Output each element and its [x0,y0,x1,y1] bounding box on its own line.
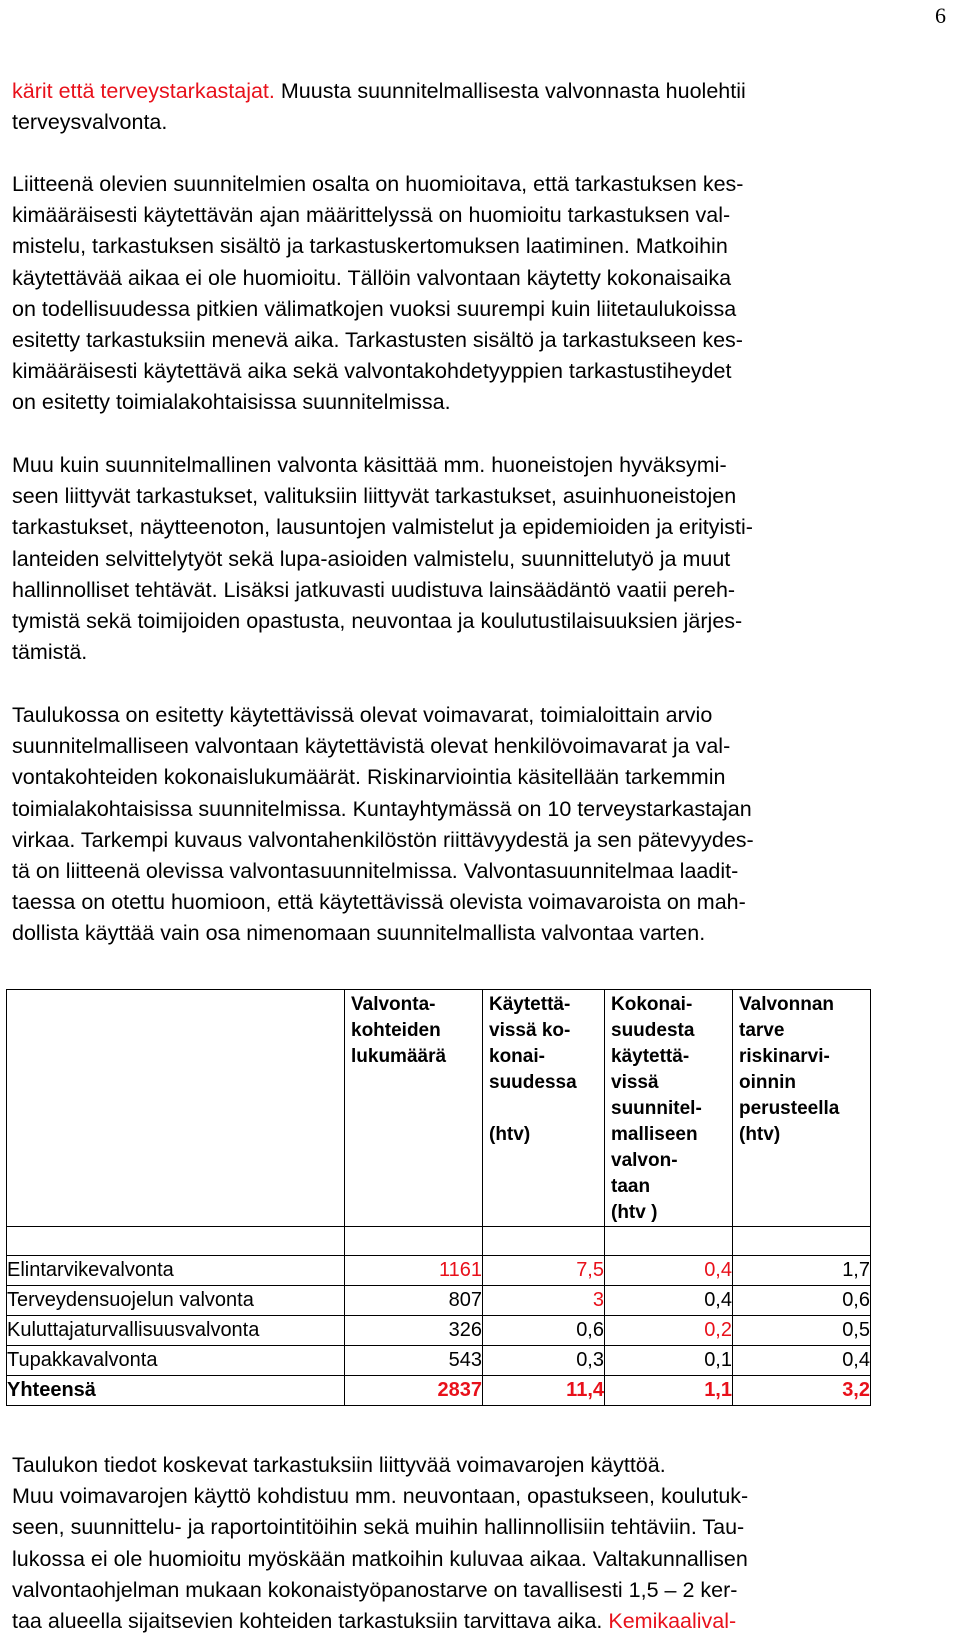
text-run: Taulukossa on esitetty käytettävissä olevat voimavarat, toimialoittain arvio [12,703,713,727]
cell-value: 3,2 [842,1379,870,1401]
text-run: Muusta suunnitelmallisesta valvonnasta huolehtii [274,79,746,103]
cell-value: 1,7 [842,1259,870,1281]
text-run: käytettävää aikaa ei ole huomioitu. Tällöin valvontaan käytetty kokonaisaika [12,265,732,290]
text-run: dollista käyttää vain osa nimenomaan suunnitelmallista valvontaa varten. [12,921,706,946]
cell-value: 11,4 [566,1379,604,1401]
text-run: Muu kuin suunnitelmallinen valvonta käsittää mm. huoneistojen hyväksymi- [12,453,727,477]
text-run: terveysvalvonta. [12,110,168,135]
table-cell [483,1316,605,1346]
text-line [12,169,952,200]
text-line [12,731,952,762]
cell-value: 0,5 [842,1319,870,1341]
cell-value: 0,3 [576,1349,604,1371]
paragraph-resources [12,700,952,950]
text-line [12,1481,952,1512]
text-line [12,481,952,512]
table-header-row [7,990,871,1227]
text-run: tymistä sekä toimijoiden opastusta, neuvontaa ja koulutustilaisuuksien järjes- [12,609,743,634]
text-line [12,637,952,668]
text-run: Muu voimavarojen käyttö kohdistuu mm. neuvontaan, opastukseen, koulutuk- [12,1484,749,1509]
text-line [12,76,952,107]
spacer-cell [733,1227,871,1256]
text-run: Liitteenä olevien suunnitelmien osalta on huomioitava, että tarkastuksen kes- [12,172,744,196]
text-line [12,700,952,731]
table-cell [483,1346,605,1376]
text-line [12,356,952,387]
text-line [12,1544,952,1575]
row-label: Elintarvikevalvonta [7,1256,345,1286]
spacer-cell [7,1227,345,1256]
table-spacer-row [7,1227,871,1256]
text-run: tarkastukset, näytteenoton, lausuntojen valmistelut ja epidemioiden ja erityisti- [12,515,753,540]
text-run: virkaa. Tarkempi kuvaus valvontahenkilöstön riittävyydestä ja sen pätevyydes- [12,827,754,852]
text-run: kimääräisesti käytettävä aika sekä valvontakohdetyyppien tarkastustiheydet [12,359,732,384]
text-line [12,450,952,481]
text-run: lukossa ei ole huomioitu myöskään matkoihin kuluvaa aikaa. Valtakunnallisen [12,1546,748,1571]
text-run: on esitetty toimialakohtaisissa suunnitelmissa. [12,390,451,415]
cell-value: 0,4 [704,1289,732,1311]
table-cell [345,1346,483,1376]
cell-value: 543 [448,1349,482,1371]
text-line [12,512,952,543]
cell-value: 326 [448,1319,482,1341]
text-run: taa alueella sijaitsevien kohteiden tarkastuksiin tarvittava aika. [12,1609,609,1634]
text-line [12,762,952,793]
cell-value: 0,1 [704,1349,732,1371]
cell-value: 0,4 [704,1259,732,1281]
text-run: seen liittyvät tarkastukset, valituksiin liittyvät tarkastukset, asuinhuoneistojen [12,484,737,509]
text-run: kärit että terveystarkastajat. [12,79,275,103]
text-run: suunnitelmalliseen valvontaan käytettävistä olevat henkilövoimavarat ja val- [12,734,731,759]
cell-value: 0,2 [704,1319,732,1341]
table-cell [605,1286,733,1316]
table-cell [733,1256,871,1286]
row-label: Yhteensä [7,1376,345,1406]
text-run: toimialakohtaisissa suunnitelmissa. Kuntayhtymässä on 10 terveystarkastajan [12,796,752,821]
text-run: mistelu, tarkastuksen sisältö ja tarkastuskertomuksen laatiminen. Matkoihin [12,234,728,259]
text-line [12,263,952,294]
table-row [7,1376,871,1406]
table-cell [605,1346,733,1376]
cell-value: 1161 [438,1259,482,1281]
table-row [7,1316,871,1346]
cell-value: 0,6 [576,1319,604,1341]
text-line [12,794,952,825]
text-run: taessa on otettu huomioon, että käytettävissä olevista voimavaroista on mah- [12,890,746,915]
paragraph-other-supervision [12,450,952,668]
table-cell [345,1376,483,1406]
table-cell [345,1256,483,1286]
table-cell [733,1376,871,1406]
spacer-cell [605,1227,733,1256]
text-run: kimääräisesti käytettävän ajan määrittelyssä on huomioitu tarkastuksen val- [12,203,731,228]
header-cell-total-fte: Käytettä- vissä ko- konai- suudessa (htv) [483,990,605,1227]
table-cell [605,1256,733,1286]
table-row [7,1286,871,1316]
table-cell [345,1316,483,1346]
resources-table [6,989,871,1406]
header-cell-category [7,990,345,1227]
cell-value: 2837 [437,1379,482,1401]
text-run: lanteiden selvittelytyöt sekä lupa-asioiden valmistelu, suunnittelutyö ja muut [12,546,731,571]
spacer-cell [345,1227,483,1256]
table-row [7,1346,871,1376]
text-run: seen, suunnittelu- ja raportointitöihin sekä muihin hallinnollisiin tehtäviin. Tau- [12,1515,745,1540]
text-line [12,825,952,856]
row-label: Terveydensuojelun valvonta [7,1286,345,1316]
text-line [12,544,952,575]
table-cell [483,1286,605,1316]
text-line [12,856,952,887]
text-run: Kemikaalival- [608,1609,737,1634]
text-run: valvontaohjelman mukaan kokonaistyöpanostarve on tavallisesti 1,5 – 2 ker- [12,1577,738,1602]
spacer-cell [483,1227,605,1256]
text-line [12,1606,952,1637]
row-label: Kuluttajaturvallisuusvalvonta [7,1316,345,1346]
text-run: tä on liitteenä olevissa valvontasuunnitelmissa. Valvontasuunnitelmaa laadit- [12,859,739,884]
page-number: 6 [935,3,946,28]
cell-value: 0,6 [842,1289,870,1311]
paragraph-intro-continuation [12,76,952,138]
table-cell [605,1316,733,1346]
table-cell [605,1376,733,1406]
text-run: hallinnolliset tehtävät. Lisäksi jatkuvasti uudistuva lainsäädäntö vaatii pereh- [12,577,736,602]
table-cell [733,1316,871,1346]
text-line [12,325,952,356]
table-row [7,1256,871,1286]
text-line [12,387,952,418]
cell-value: 7,5 [576,1259,604,1281]
cell-value: 3 [592,1289,604,1311]
paragraph-table-notes [12,1450,952,1637]
text-line [12,200,952,231]
header-cell-planned-fte: Kokonai- suudesta käytettä- vissä suunnitel- malliseen valvon- taan (htv ) [605,990,733,1227]
header-cell-site-count: Valvonta- kohteiden lukumäärä [345,990,483,1227]
table-cell [733,1346,871,1376]
text-line [12,1512,952,1543]
header-cell-risk-need: Valvonnan tarve riskinarvi- oinnin perusteella (htv) [733,990,871,1227]
text-run: on todellisuudessa pitkien välimatkojen vuoksi suurempi kuin liitetaulukoissa [12,296,737,321]
text-line [12,1450,952,1481]
text-line [12,231,952,262]
table-cell [345,1286,483,1316]
text-line [12,575,952,606]
table-cell [483,1376,605,1406]
table-cell [733,1286,871,1316]
cell-value: 807 [448,1289,482,1311]
row-label: Tupakkavalvonta [7,1346,345,1376]
text-run: tämistä. [12,640,88,665]
cell-value: 0,4 [842,1349,870,1371]
text-line [12,918,952,949]
text-line [12,294,952,325]
text-line [12,887,952,918]
cell-value: 1,1 [704,1379,732,1401]
text-run: esitetty tarkastuksiin menevä aika. Tarkastusten sisältö ja tarkastukseen kes- [12,328,743,353]
text-run: Taulukon tiedot koskevat tarkastuksiin liittyvää voimavarojen käyttöä. [12,1453,666,1477]
paragraph-inspection-time [12,169,952,419]
text-line [12,606,952,637]
text-line [12,107,952,138]
text-run: vontakohteiden kokonaislukumäärät. Riskinarviointia käsitellään tarkemmin [12,765,726,790]
table-cell [483,1256,605,1286]
text-line [12,1575,952,1606]
